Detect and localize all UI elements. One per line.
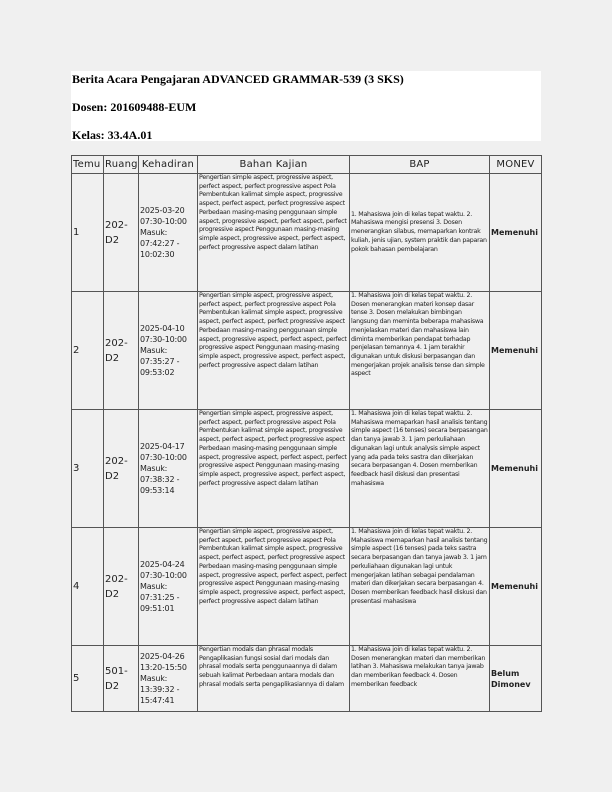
temu-cell: 5 [72, 646, 104, 712]
ruang-cell: 202-D2 [104, 174, 139, 292]
bahan-kajian-cell: Pengertian simple aspect, progressive aspect, perfect aspect, perfect progressive aspect Pola Pembentukan kalimat simple aspect, progressive aspect, perfect aspect, perfect progressive aspect Perbedaan masing-masing penggunaan simple aspect, progressive aspect, perfect aspect, perfect progressive aspect Penggunaan masing-masing simple aspect, progressive aspect, perfect aspect, perfect progressive aspect dalam latihan [198, 410, 350, 528]
monev-cell: Memenuhi [490, 410, 542, 528]
bap-cell: 1. Mahasiswa join di kelas tepat waktu. 2. Dosen menerangkan materi dan memberikan latihan 3. Mahasiswa melakukan tanya jawab dan memberikan feedback 4. Dosen memberikan feedback [350, 646, 490, 712]
table-row [72, 410, 542, 528]
table-row [72, 292, 542, 410]
col-header-bahan-kajian: Bahan Kajian [198, 156, 350, 174]
col-header-ruang: Ruang [104, 156, 139, 174]
temu-cell: 3 [72, 410, 104, 528]
kehadiran-cell: 2025-04-24 07:30-10:00 Masuk: 07:31:25 - 09:51:01 [139, 528, 198, 646]
monev-cell: Memenuhi [490, 174, 542, 292]
document-title: Berita Acara Pengajaran ADVANCED GRAMMAR-539 (3 SKS) [72, 72, 404, 86]
bap-cell: 1. Mahasiswa join di kelas tepat waktu. 2. Mahasiswa mengisi presensi 3. Dosen menerangkan silabus, memaparkan kontrak kuliah, jenis ujian, system praktik dan paparan pokok bahasan pembelajaran [350, 174, 490, 292]
bap-cell: 1. Mahasiswa join di kelas tepat waktu. 2. Dosen menerangkan materi konsep dasar tense 3. Dosen melakukan bimbingan langsung dan meminta beberapa mahasiswa menjelaskan materi dan mahasiswa lain diminta memberikan pendapat terhadap penjelasan temannya 4. 1 jam terakhir digunakan untuk diskusi berpasangan dan mengerjakan projek analisis tense dan simple aspect [350, 292, 490, 410]
kehadiran-cell: 2025-04-26 13:20-15:50 Masuk: 13:39:32 - 15:47:41 [139, 646, 198, 712]
kehadiran-cell: 2025-03-20 07:30-10:00 Masuk: 07:42:27 - 10:02:30 [139, 174, 198, 292]
teaching-record-table [71, 155, 542, 712]
col-header-monev: MONEV [490, 156, 542, 174]
bahan-kajian-cell: Pengertian simple aspect, progressive aspect, perfect aspect, perfect progressive aspect Pola Pembentukan kalimat simple aspect, progressive aspect, perfect aspect, perfect progressive aspect Perbedaan masing-masing penggunaan simple aspect, progressive aspect, perfect aspect, perfect progressive aspect Penggunaan masing-masing simple aspect, progressive aspect, perfect aspect, perfect progressive aspect dalam latihan [198, 292, 350, 410]
bahan-kajian-cell: Pengertian modals dan phrasal modals Pengaplikasian fungsi sosial dari modals dan phrasal modals serta penggunaannya di dalam sebuah kalimat Perbedaan antara modals dan phrasal modals serta pengaplikasiannya di dalam [198, 646, 350, 712]
bahan-kajian-cell: Pengertian simple aspect, progressive aspect, perfect aspect, perfect progressive aspect Pola Pembentukan kalimat simple aspect, progressive aspect, perfect aspect, perfect progressive aspect Perbedaan masing-masing penggunaan simple aspect, progressive aspect, perfect aspect, perfect progressive aspect Penggunaan masing-masing simple aspect, progressive aspect, perfect aspect, perfect progressive aspect dalam latihan [198, 174, 350, 292]
document-header [71, 71, 541, 141]
col-header-kehadiran: Kehadiran [139, 156, 198, 174]
bap-cell: 1. Mahasiswa join di kelas tepat waktu. 2. Mahasiswa memaparkan hasil analisis tentang simple aspect (16 tenses) secara berpasangan dan tanya jawab 3. 1 jam perkuliahaan digunakan lagi untuk analysis simple aspect yang ada pada teks sastra dan dikerjakan secara berpasangan 4. Dosen memberikan feedback hasil diskusi dan presentasi mahasiswa [350, 410, 490, 528]
bahan-kajian-cell: Pengertian simple aspect, progressive aspect, perfect aspect, perfect progressive aspect Pola Pembentukan kalimat simple aspect, progressive aspect, perfect aspect, perfect progressive aspect Perbedaan masing-masing penggunaan simple aspect, progressive aspect, perfect aspect, perfect progressive aspect Penggunaan masing-masing simple aspect, progressive aspect, perfect aspect, perfect progressive aspect dalam latihan [198, 528, 350, 646]
table-row [72, 174, 542, 292]
lecturer-line: Dosen: 201609488-EUM [72, 100, 197, 114]
col-header-temu: Temu [72, 156, 104, 174]
class-line: Kelas: 33.4A.01 [72, 128, 153, 142]
bap-cell: 1. Mahasiswa join di kelas tepat waktu. 2. Mahasiswa memaparkan hasil analisis tentang simple aspect (16 tenses) pada teks sastra secara berpasangan dan tanya jawab 3. 1 jam perkuliahaan digunakan lagi untuk mengerjakan latihan sebagai pendalaman materi dan dikerjakan secara berpasangan 4. Dosen memberikan feedback hasil diskusi dan presentasi mahasiswa [350, 528, 490, 646]
ruang-cell: 202-D2 [104, 292, 139, 410]
table-row [72, 646, 542, 712]
temu-cell: 1 [72, 174, 104, 292]
ruang-cell: 501-D2 [104, 646, 139, 712]
monev-cell: Belum Dimonev [490, 646, 542, 712]
temu-cell: 2 [72, 292, 104, 410]
table-row [72, 528, 542, 646]
temu-cell: 4 [72, 528, 104, 646]
ruang-cell: 202-D2 [104, 410, 139, 528]
col-header-bap: BAP [350, 156, 490, 174]
monev-cell: Memenuhi [490, 528, 542, 646]
monev-cell: Memenuhi [490, 292, 542, 410]
ruang-cell: 202-D2 [104, 528, 139, 646]
table-header-row [72, 156, 542, 174]
kehadiran-cell: 2025-04-17 07:30-10:00 Masuk: 07:38:32 - 09:53:14 [139, 410, 198, 528]
kehadiran-cell: 2025-04-10 07:30-10:00 Masuk: 07:35:27 - 09:53:02 [139, 292, 198, 410]
